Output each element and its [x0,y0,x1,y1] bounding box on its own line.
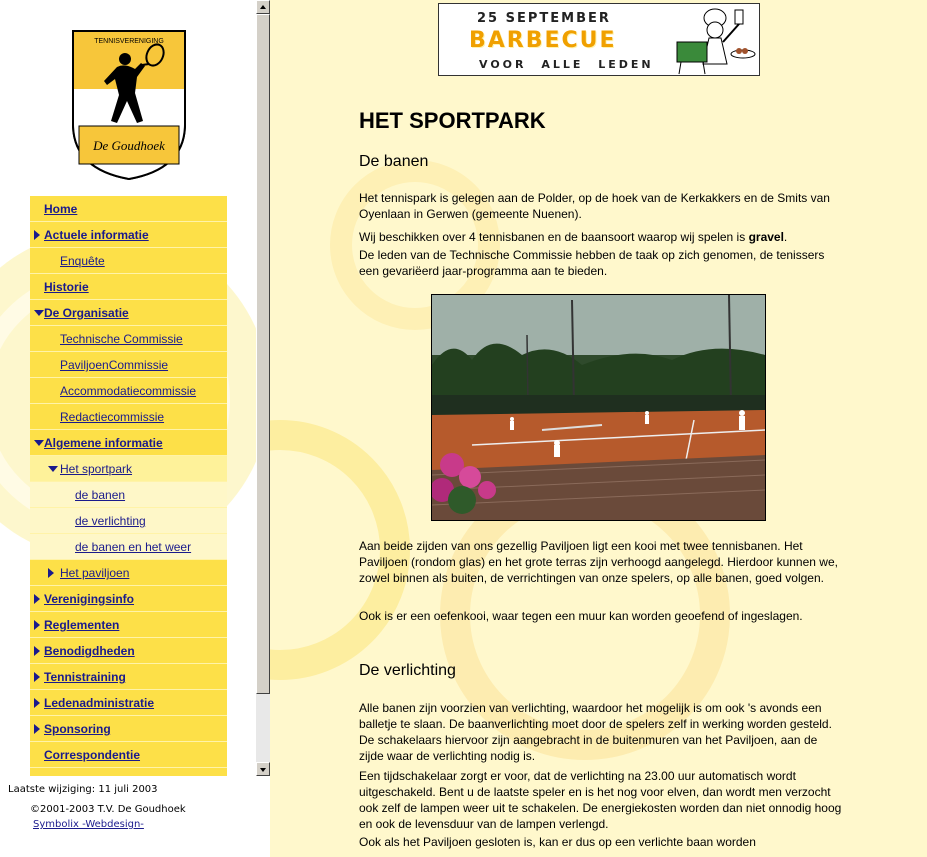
triangle-down-icon[interactable] [34,440,44,446]
last-modified-text: Laatste wijziging: 11 juli 2003 [8,784,158,795]
nav-item-de-banen[interactable] [30,482,227,508]
nav-item-paviljoencommissie[interactable] [30,352,227,378]
nav-link[interactable]: Tennistraining [44,670,126,684]
triangle-right-icon[interactable] [34,594,40,604]
triangle-right-icon[interactable] [34,646,40,656]
nav-item-de-organisatie[interactable] [30,300,227,326]
left-navigation-frame [0,0,256,857]
nav-item-benodigdheden[interactable] [30,638,227,664]
nav-item-enqu-te[interactable] [30,248,227,274]
triangle-right-icon[interactable] [34,672,40,682]
tennis-courts-photo [431,294,766,521]
nav-item-home[interactable] [30,196,227,222]
triangle-right-icon[interactable] [34,230,40,240]
nav-link[interactable]: Correspondentie [44,748,141,762]
nav-link[interactable]: Algemene informatie [44,436,163,450]
nav-item-reglementen[interactable] [30,612,227,638]
nav-item-verenigingsinfo[interactable] [30,586,227,612]
frame-gap [256,776,270,857]
nav-link[interactable]: Verenigingsinfo [44,592,135,606]
arrow-down-icon [260,768,266,772]
nav-link[interactable]: Het sportpark [60,462,133,476]
banner-date: 25 SEPTEMBER [477,11,611,26]
club-logo[interactable] [71,29,187,181]
section-heading-verlichting: De verlichting [359,662,456,679]
content-frame [270,0,927,857]
nav-link[interactable]: de verlichting [75,514,146,528]
left-frame-scrollbar[interactable] [256,0,270,776]
nav-link[interactable]: De Organisatie [44,306,129,320]
paragraph-pavilion: Aan beide zijden van ons gezellig Paviljoen ligt een kooi met twee tennisbanen. Het Paviljoen (rondom glas) en het grote terras zijn verhoogd aangelegd. Hierdoor kunnen we, zowel binnen als buiten, de verrichtingen van onze spelers, op alle banen, goed volgen. [359,539,838,585]
paragraph-technical-committee: De leden van de Technische Commissie hebben de taak op zich genomen, de tenissers een gevariëerd jaar-programma aan te bieden. [359,248,825,278]
paragraph-closed: Ook als het Paviljoen gesloten is, kan er dus op een verlichte baan worden [359,835,756,849]
logo-name-text: De Goudhoek [93,138,165,153]
nav-link[interactable]: Accommodatiecommissie [60,384,197,398]
designer-link[interactable]: Symbolix -Webdesign- [33,819,144,830]
arrow-up-icon [260,5,266,9]
nav-link[interactable]: de banen en het weer [75,540,192,554]
triangle-down-icon[interactable] [48,466,58,472]
triangle-right-icon[interactable] [34,724,40,734]
nav-link[interactable]: Actuele informatie [44,228,149,242]
nav-item-correspondentie[interactable] [30,742,227,768]
nav-item-tennistraining[interactable] [30,664,227,690]
courts-text-end: . [783,230,788,244]
nav-item-actuele-informatie[interactable] [30,222,227,248]
banner-subtitle: VOOR ALLE LEDEN [479,58,654,71]
scrollbar-thumb[interactable] [256,14,270,694]
nav-link[interactable]: de banen [75,488,126,502]
banner-title: BARBECUE [469,28,617,53]
scroll-up-button[interactable] [256,0,270,14]
paragraph-timer: Een tijdschakelaar zorgt er voor, dat de verlichting na 23.00 uur automatisch wordt uitgeschakeld. Bent u de laatste speler en is het nog voor elven, dan wordt men verzocht ook zelf de lampen weer uit te schakelen. De energiekosten worden dan niet onnodig hoog en ook de levensduur van de lampen verlengd. [359,769,842,831]
nav-link[interactable]: Home [44,202,78,216]
paragraph-lighting: Alle banen zijn voorzien van verlichting, waardoor het mogelijk is om ook 's avonds een balletje te slaan. De baanverlichting moet door de spelers zelf in werking worden gesteld. De schakelaars hiervoor zijn aangebracht in de buitenmuren van het Paviljoen, aan de zijde waar de verlichting nodig is. [359,701,832,763]
paragraph-courts [359,229,844,245]
nav-item-historie[interactable] [30,274,227,300]
nav-item-de-banen-en-het-weer[interactable] [30,534,227,560]
nav-link[interactable]: Reglementen [44,618,120,632]
copyright-text: ©2001-2003 T.V. De Goudhoek [30,804,186,815]
triangle-down-icon[interactable] [34,310,44,316]
paragraph-practice-wall: Ook is er een oefenkooi, waar tegen een muur kan worden geoefend of ingeslagen. [359,609,803,623]
nav-link[interactable]: Het paviljoen [60,566,130,580]
nav-item-sponsoring[interactable] [30,716,227,742]
nav-item-ledenadministratie[interactable] [30,690,227,716]
triangle-right-icon[interactable] [48,568,54,578]
nav-link[interactable]: Benodigdheden [44,644,135,658]
barbecue-banner[interactable] [438,3,760,76]
nav-item-het-paviljoen[interactable] [30,560,227,586]
court-surface: gravel [748,230,784,244]
nav-item-de-verlichting[interactable] [30,508,227,534]
nav-link[interactable]: Enquête [60,254,105,268]
scroll-down-button[interactable] [256,762,270,776]
nav-item-redactiecommissie[interactable] [30,404,227,430]
page-title: HET SPORTPARK [359,108,546,133]
nav-link[interactable]: Historie [44,280,89,294]
nav-item-algemene-informatie[interactable] [30,430,227,456]
chef-barbecue-illustration [657,4,757,75]
nav-link[interactable]: Redactiecommissie [60,410,165,424]
nav-item-het-sportpark[interactable] [30,456,227,482]
nav-link[interactable]: PaviljoenCommissie [60,358,169,372]
paragraph-location: Het tennispark is gelegen aan de Polder, op de hoek van de Kerkakkers en de Smits van Oyenlaan in Gerwen (gemeente Nuenen). [359,191,830,221]
nav-item-accommodatiecommissie[interactable] [30,378,227,404]
courts-text: Wij beschikken over 4 tennisbanen en de baansoort waarop wij spelen is [359,230,749,244]
nav-link[interactable]: Ledenadministratie [44,696,155,710]
nav-link[interactable]: Technische Commissie [60,332,183,346]
nav-link[interactable]: Sponsoring [44,722,111,736]
section-heading-banen: De banen [359,153,429,170]
triangle-right-icon[interactable] [34,698,40,708]
main-menu [30,196,227,776]
logo-top-text: TENNISVERENIGING [94,38,164,45]
triangle-right-icon[interactable] [34,620,40,630]
nav-item-technische-commissie[interactable] [30,326,227,352]
